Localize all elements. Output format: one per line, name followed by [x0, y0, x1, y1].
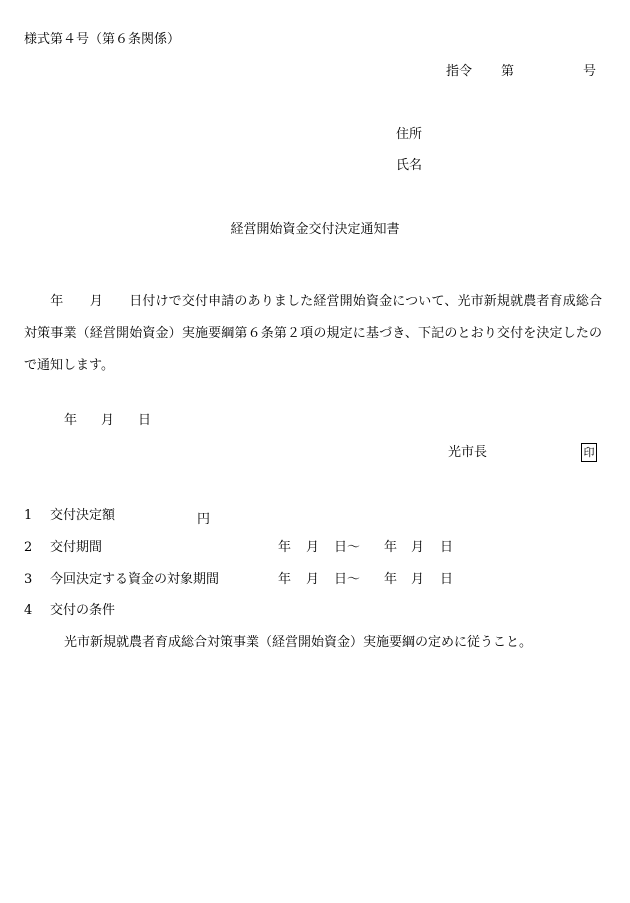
to-day: 日	[440, 540, 454, 555]
item-label: 今回決定する資金の対象期間	[50, 572, 220, 587]
to-month: 月	[411, 540, 425, 555]
directive-go: 号	[582, 64, 596, 79]
item-number: 3	[24, 572, 33, 587]
from-month: 月	[306, 572, 320, 587]
item-label: 交付決定額	[50, 508, 116, 523]
to-month: 月	[411, 572, 425, 587]
issue-date	[64, 413, 151, 429]
from-month: 月	[306, 540, 320, 555]
yen-unit: 円	[197, 512, 211, 527]
address-label: 住所	[396, 127, 423, 142]
issuer-title: 光市長	[448, 445, 488, 460]
directive-number-line	[446, 64, 596, 80]
seal-mark: 印	[581, 443, 597, 462]
item-number: 4	[24, 603, 33, 618]
from-year: 年	[278, 572, 292, 587]
document-title: 経営開始資金交付決定通知書	[230, 222, 400, 237]
directive-prefix: 指令	[446, 64, 473, 79]
item-label: 交付の条件	[50, 603, 116, 618]
item-number: 2	[24, 540, 33, 555]
directive-dai: 第	[501, 64, 515, 79]
date-month: 月	[101, 413, 115, 428]
notice-body	[24, 286, 602, 382]
from-year: 年	[278, 540, 292, 555]
condition-text: 光市新規就農者育成総合対策事業（経営開始資金）実施要綱の定めに従うこと。	[64, 635, 533, 650]
item-number: 1	[24, 508, 33, 523]
body-paragraph: 年 月 日付けで交付申請のありました経営開始資金について、光市新規就農者育成総合対策事業（経営開始資金）実施要綱第６条第２項の規定に基づき、下記のとおり交付を決定したので通知します。	[24, 294, 602, 373]
date-day: 日	[138, 413, 152, 428]
to-day: 日	[440, 572, 454, 587]
to-year: 年	[384, 540, 398, 555]
date-year: 年	[64, 413, 78, 428]
name-label: 氏名	[396, 158, 423, 173]
to-year: 年	[384, 572, 398, 587]
item-label: 交付期間	[50, 540, 103, 555]
form-number: 様式第４号（第６条関係）	[24, 32, 181, 47]
from-day: 日～	[334, 572, 361, 587]
from-day: 日～	[334, 540, 361, 555]
